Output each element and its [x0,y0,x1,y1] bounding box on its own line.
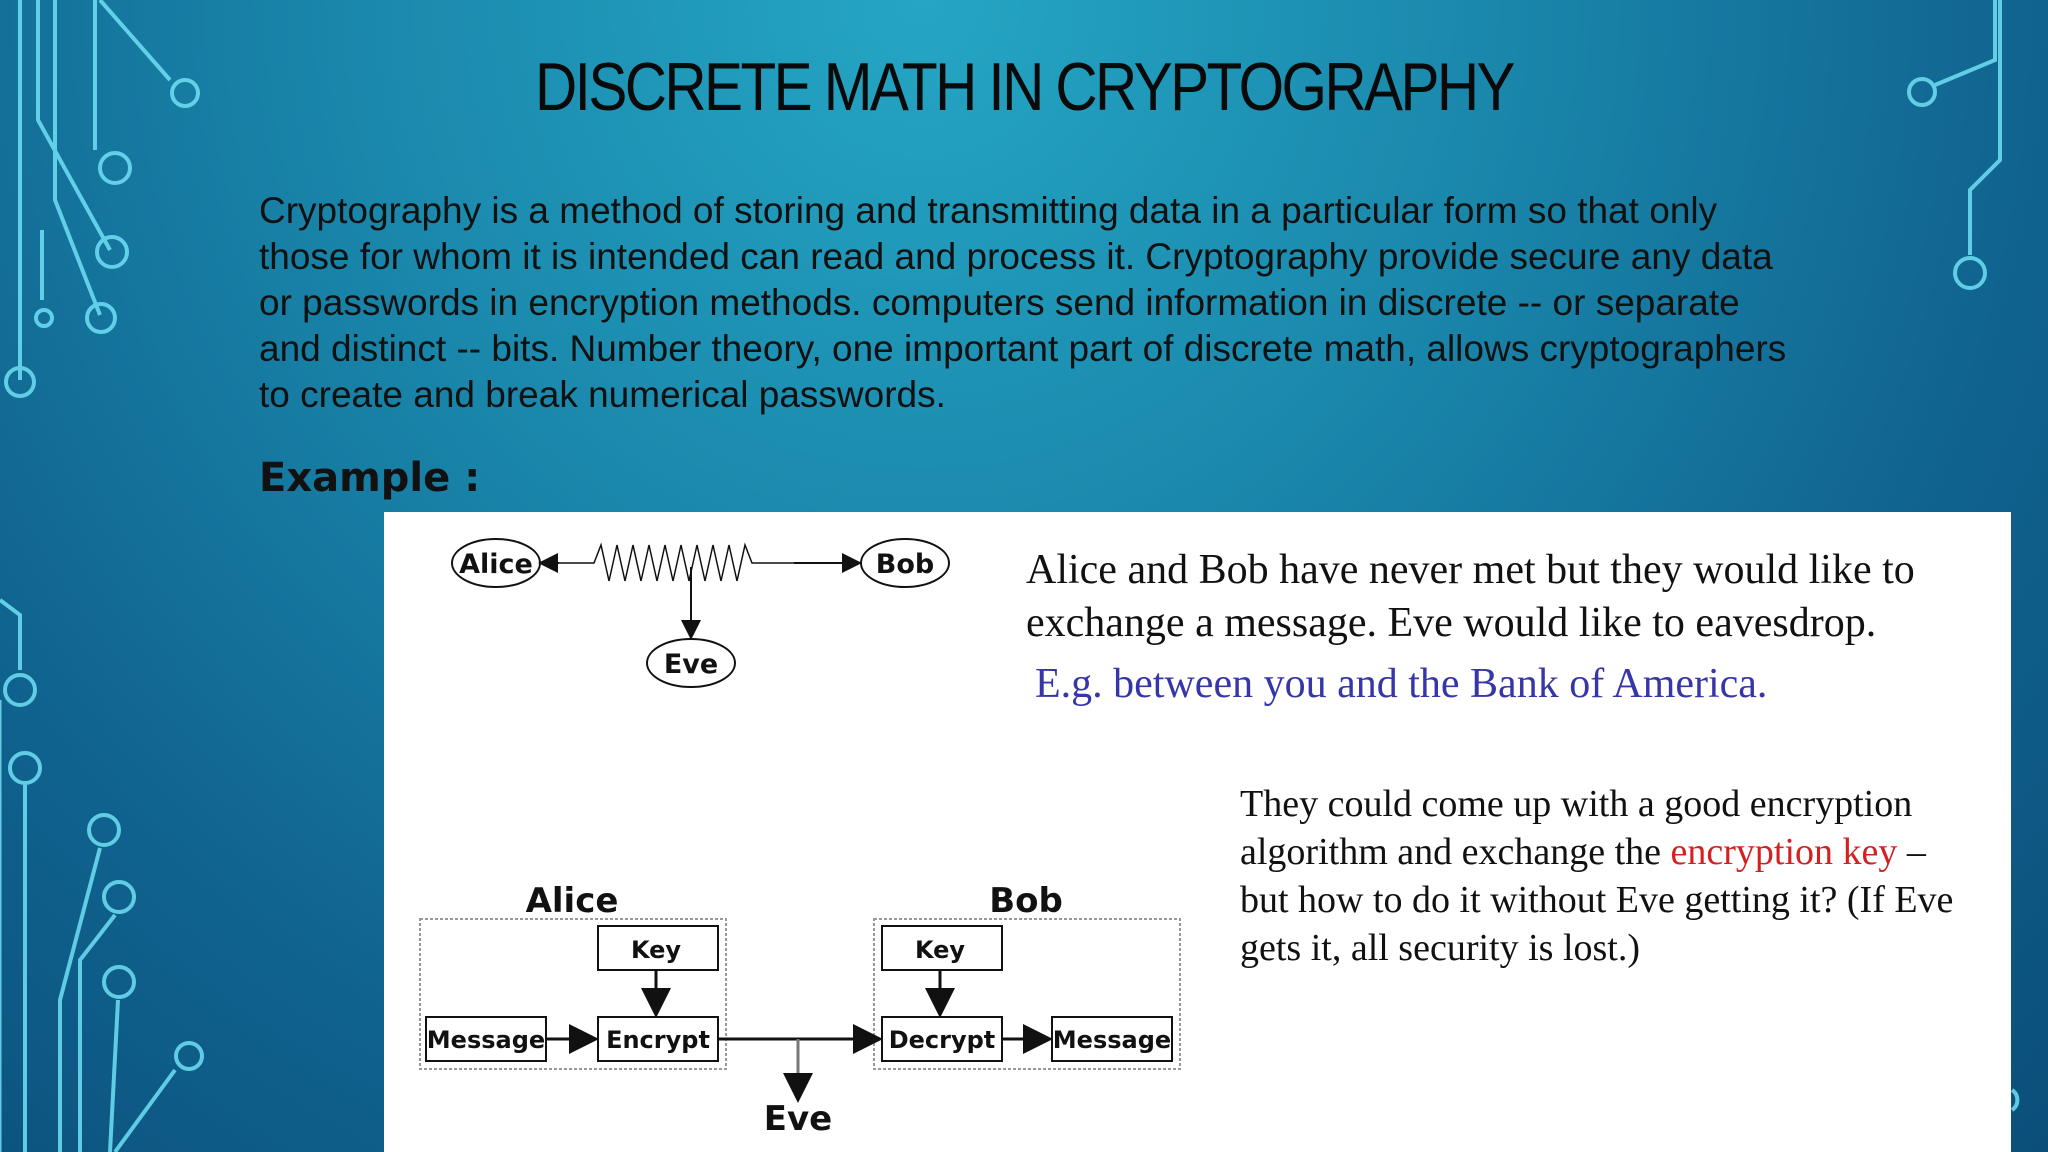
top-eve-label: Eve [663,649,719,680]
top-diagram [452,539,949,687]
key-left-label: Key [630,936,682,964]
figure-text-key-exchange [1240,780,1960,972]
example-label: Example : [259,455,481,501]
encryption-key-highlight: encryption key [1670,831,1898,873]
message-left-label: Message [426,1026,546,1054]
top-alice-label: Alice [459,549,533,580]
bottom-diagram [420,881,1180,1139]
key-exchange-text-after: – but how to do it without Eve getting it? (If Eve gets it, all security is lost.) [1240,831,1954,969]
bottom-alice-label: Alice [525,881,619,921]
figure-text-intro: Alice and Bob have never met but they would like to exchange a message. Eve would like to eavesdrop. [1026,547,1915,646]
bottom-eve-label: Eve [763,1099,833,1139]
key-right-label: Key [914,936,966,964]
figure-text-example: E.g. between you and the Bank of America. [1035,661,1768,707]
decrypt-label: Decrypt [888,1026,996,1054]
slide-title: DISCRETE MATH IN CRYPTOGRAPHY [535,49,1513,125]
example-figure [384,512,2011,1152]
message-right-label: Message [1052,1026,1172,1054]
top-bob-label: Bob [875,549,935,580]
encrypt-label: Encrypt [606,1026,710,1054]
bottom-bob-label: Bob [989,881,1063,921]
slide-body-text: Cryptography is a method of storing and transmitting data in a particular form so that only those for whom it is intended can read and process it. Cryptography provide secure any data or passwords in encryption methods. computers send information in discrete -- or separate and distinct -- bits. Number theory, one important part of discrete math, allows cryptographers to create and break numerical passwords. [259,190,1787,415]
key-exchange-text-before: They could come up with a good encryption algorithm and exchange the [1240,783,1913,873]
